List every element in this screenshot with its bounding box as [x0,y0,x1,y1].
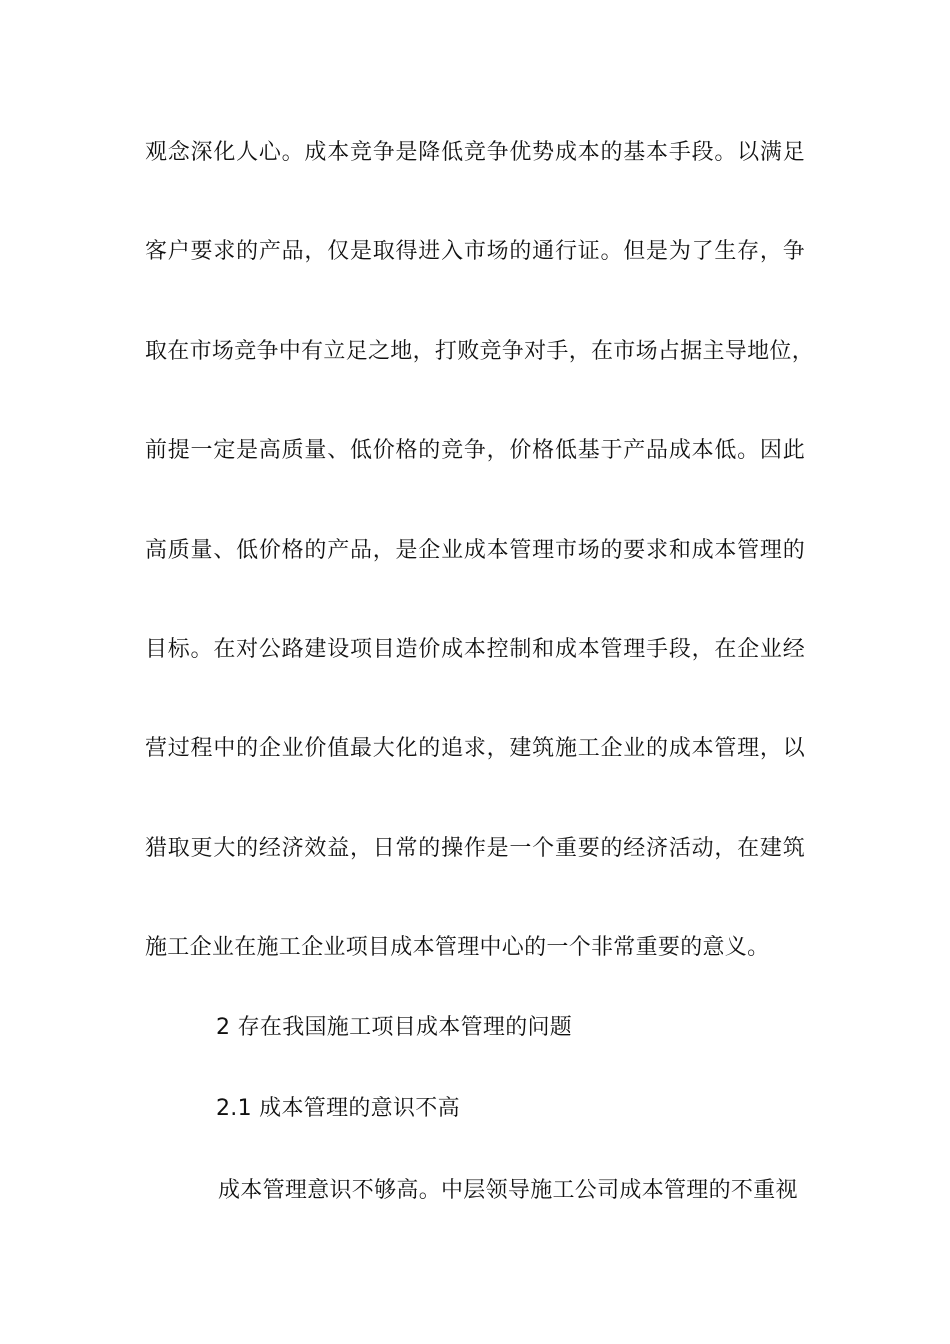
paragraph-line: 观念深化人心。成本竞争是降低竞争优势成本的基本手段。以满足 [145,140,805,165]
paragraph-line: 营过程中的企业价值最大化的追求，建筑施工企业的成本管理，以 [145,736,805,761]
subsection-heading: 2.1 成本管理的意识不高 [216,1096,460,1121]
paragraph-line: 客户要求的产品，仅是取得进入市场的通行证。但是为了生存，争 [145,239,805,264]
paragraph-line: 取在市场竞争中有立足之地，打败竞争对手，在市场占据主导地位， [145,339,815,364]
paragraph-line: 高质量、低价格的产品，是企业成本管理市场的要求和成本管理的 [145,538,805,563]
paragraph-line: 施工企业在施工企业项目成本管理中心的一个非常重要的意义。 [145,935,770,960]
paragraph-line: 前提一定是高质量、低价格的竞争，价格低基于产品成本低。因此 [145,438,805,463]
paragraph-line: 猎取更大的经济效益，日常的操作是一个重要的经济活动，在建筑 [145,836,805,861]
paragraph-first-line: 成本管理意识不够高。中层领导施工公司成本管理的不重视 [218,1178,798,1203]
section-heading: 2 存在我国施工项目成本管理的问题 [216,1015,573,1040]
paragraph-line: 目标。在对公路建设项目造价成本控制和成本管理手段，在企业经 [145,637,805,662]
